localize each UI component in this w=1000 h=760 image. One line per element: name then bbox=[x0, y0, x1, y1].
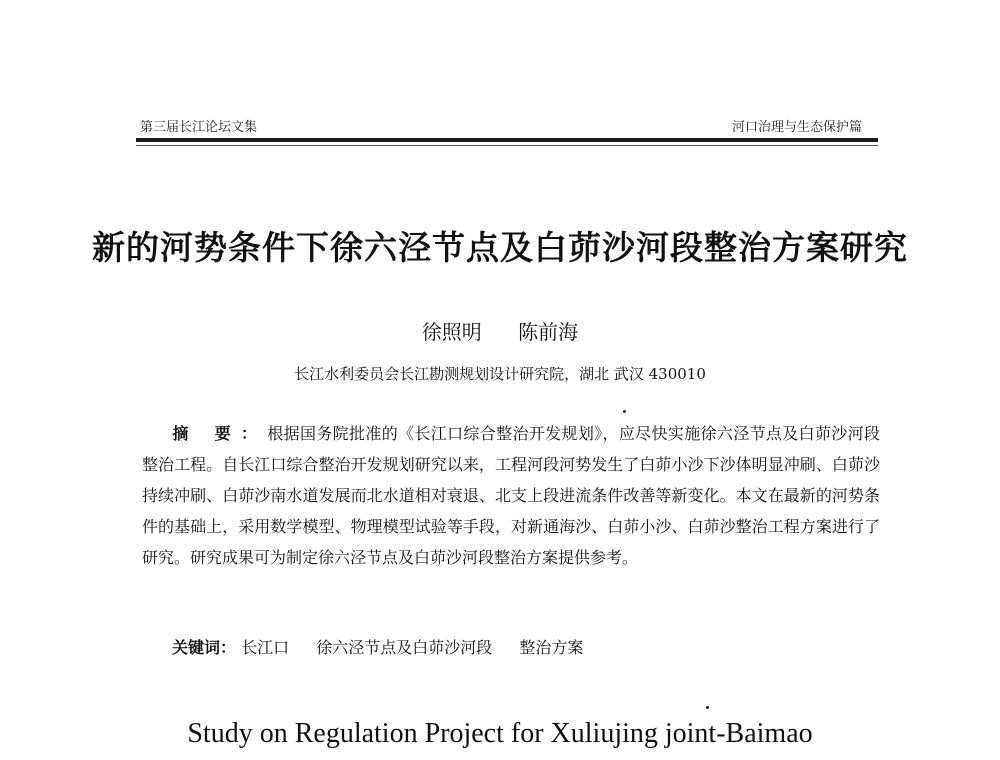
abstract-label: 摘 要： bbox=[172, 424, 268, 443]
keywords-label: 关键词： bbox=[172, 638, 237, 657]
scan-speck bbox=[623, 410, 626, 413]
author-affiliation: 长江水利委员会长江勘测规划设计研究院，湖北 武汉 430010 bbox=[294, 365, 706, 383]
author-name: 徐照明 bbox=[421, 320, 482, 344]
abstract bbox=[142, 418, 880, 573]
author-list bbox=[0, 316, 1000, 345]
header-right: 河口治理与生态保护篇 bbox=[731, 120, 862, 135]
keyword: 整治方案 bbox=[519, 638, 584, 657]
header-rule-thin bbox=[136, 145, 878, 146]
abstract-text: 根据国务院批准的《长江口综合整治开发规划》，应尽快实施徐六泾节点及白茆沙河段整治工程。自长江口综合整治开发规划研究以来，工程河段河势发生了白茆小沙下沙体明显冲刷、白茆沙持续冲刷、白茆沙南水道发展而北水道相对衰退、北支上段进流条件改善等新变化。本文在最新的河势条件的基础上，采用数学模型、物理模型试验等手段，对新通海沙、白茆小沙、白茆沙整治工程方案进行了研究。研究成果可为制定徐六泾节点及白茆沙河段整治方案提供参考。 bbox=[142, 424, 880, 567]
header-left: 第三届长江论坛文集 bbox=[140, 120, 258, 135]
header-rule-thick bbox=[136, 138, 878, 142]
paper-title: 新的河势条件下徐六泾节点及白茆沙河段整治方案研究 bbox=[92, 228, 908, 267]
running-header bbox=[140, 116, 862, 135]
keyword: 长江口 bbox=[241, 638, 290, 657]
author-name: 陈前海 bbox=[518, 320, 579, 344]
keyword: 徐六泾节点及白茆沙河段 bbox=[316, 638, 493, 657]
scan-speck bbox=[706, 706, 709, 709]
keywords bbox=[172, 635, 872, 658]
english-title: Study on Regulation Project for Xuliujing joint-Baimao bbox=[187, 718, 813, 749]
